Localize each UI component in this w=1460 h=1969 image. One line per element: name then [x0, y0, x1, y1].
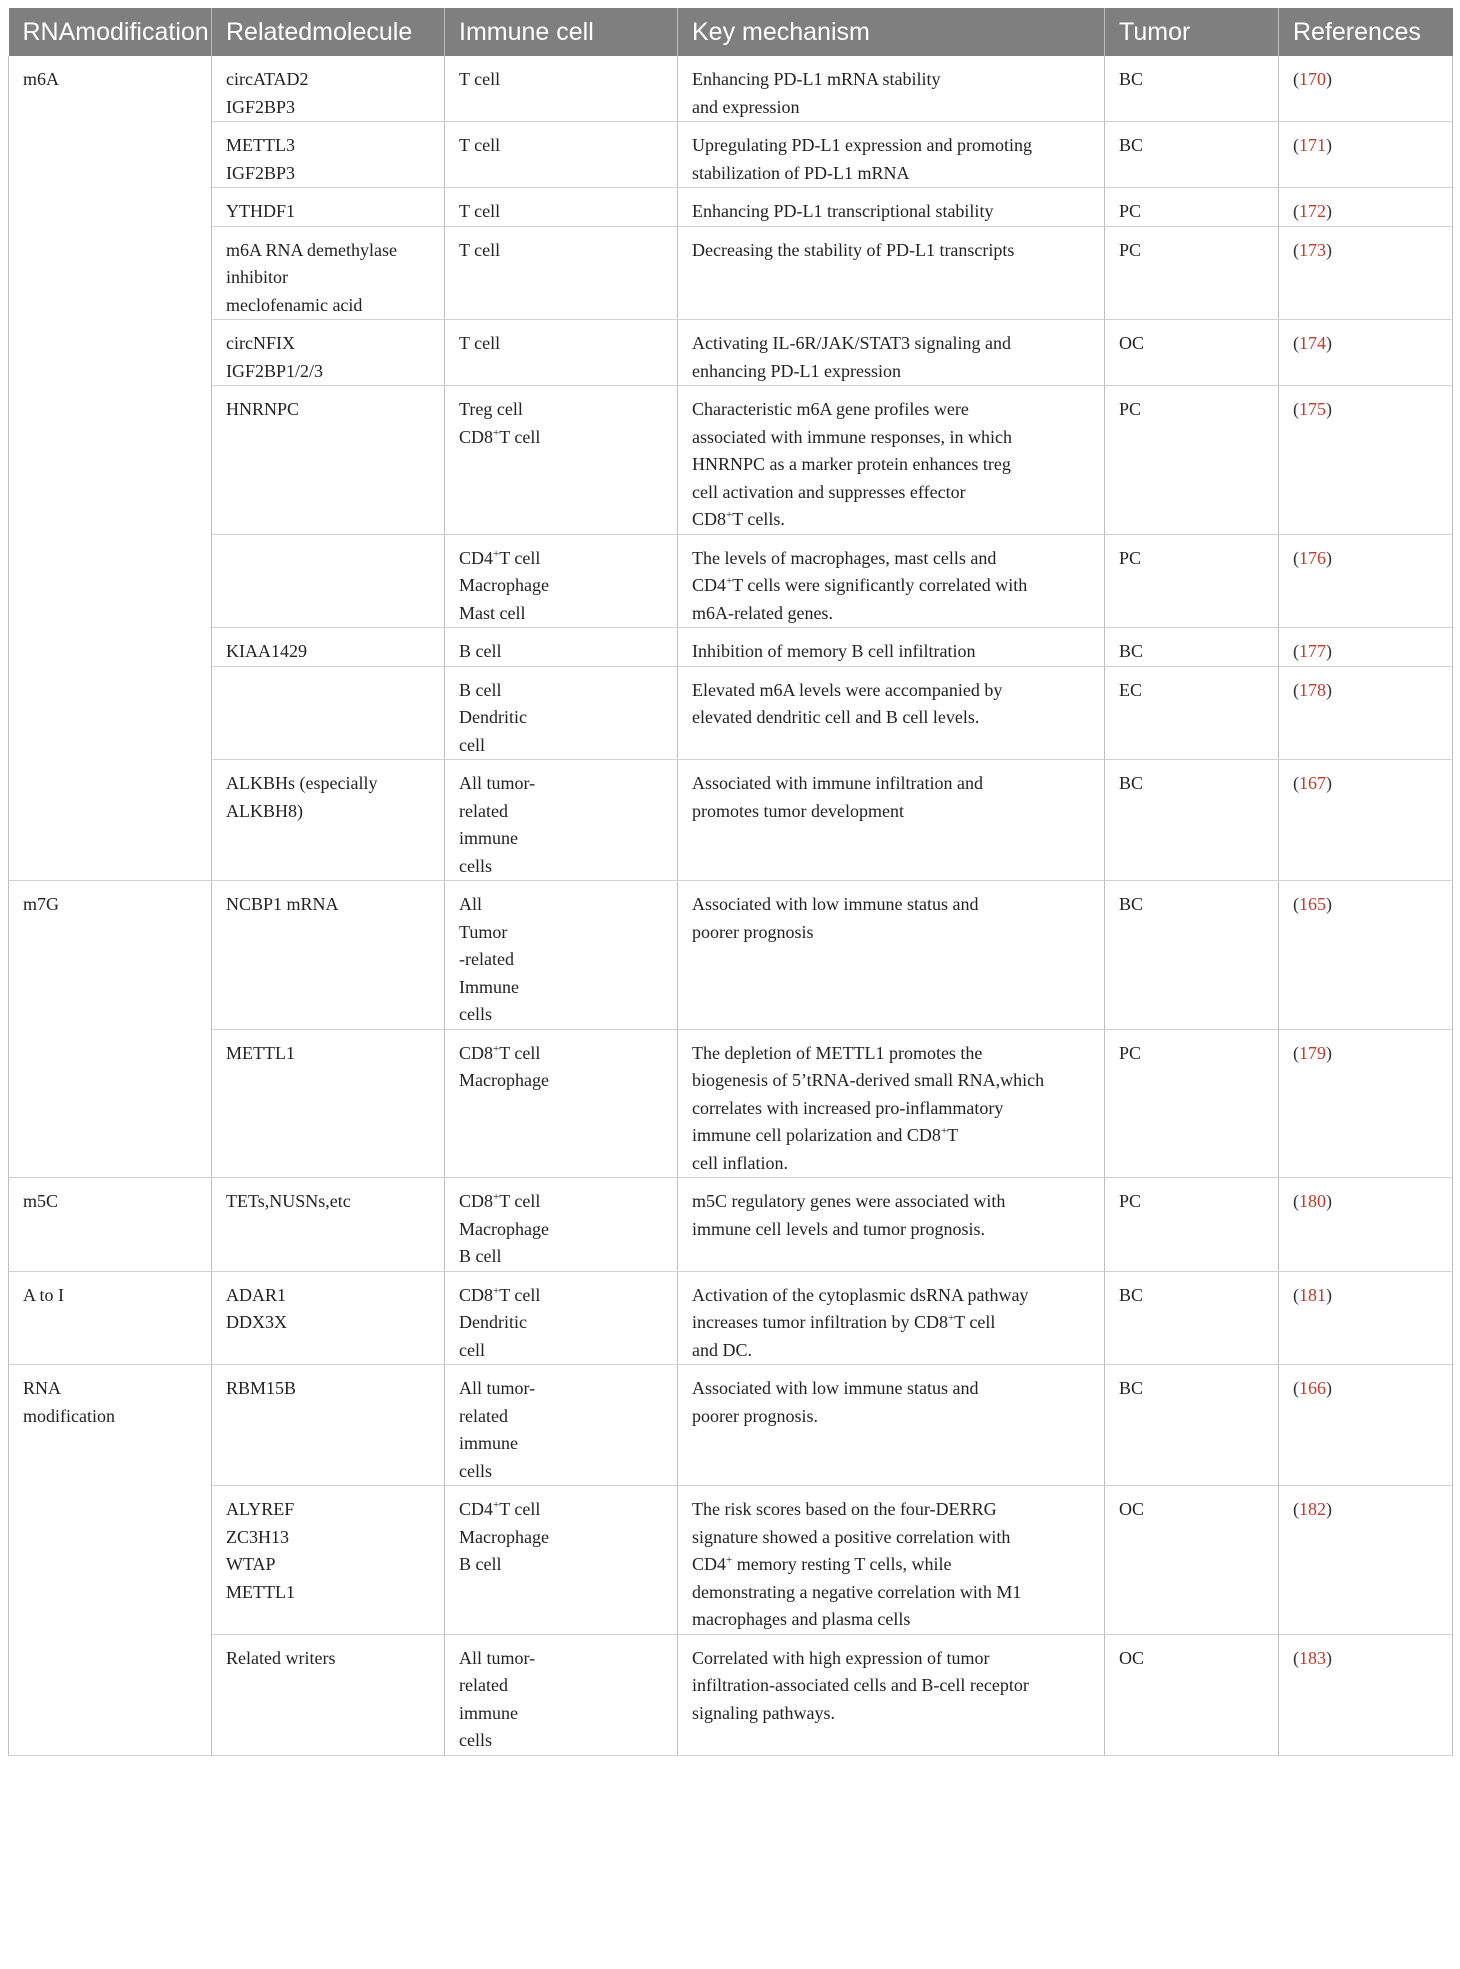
- immune-cell-cell-line: CD8+T cell: [459, 1042, 541, 1063]
- related-molecule-header: [212, 8, 445, 56]
- table-row: [9, 1178, 1453, 1272]
- related-molecule-cell-line: ALKBH8): [226, 800, 303, 821]
- immune-cell-cell-line: B cell: [459, 1554, 502, 1574]
- immune-cell-cell-line: immune: [459, 828, 518, 848]
- related-molecule-cell-line: IGF2BP1/2/3: [226, 360, 324, 381]
- immune-cell-cell-line: Macrophage: [459, 1218, 549, 1239]
- references-header-line: References: [1293, 18, 1421, 46]
- related-molecule-cell: [212, 666, 445, 760]
- key-mechanism-cell-line: The depletion of METTL1 promotes the: [692, 1042, 983, 1063]
- reference-cell: (182): [1279, 1486, 1453, 1635]
- rna-modification-header-line: RNA: [22, 18, 76, 46]
- key-mechanism-cell-line: correlates with increased pro-inflammatory: [692, 1097, 1004, 1118]
- related-molecule-cell-line: meclofenamic acid: [226, 294, 363, 315]
- key-mechanism-header: [678, 8, 1105, 56]
- tumor-cell-line: BC: [1119, 894, 1144, 914]
- key-mechanism-cell-line: immune cell polarization and CD8+T: [692, 1125, 959, 1145]
- key-mechanism-cell-line: Characteristic m6A gene profiles were: [692, 399, 969, 419]
- reference-cell: (166): [1279, 1365, 1453, 1486]
- key-mechanism-cell: [678, 628, 1105, 667]
- reference-cell: (174): [1279, 320, 1453, 386]
- immune-cell-cell-line: CD8+T cell: [459, 1284, 541, 1305]
- immune-cell-cell-line: T cell: [459, 239, 501, 260]
- key-mechanism-cell: [678, 1365, 1105, 1486]
- tumor-cell: [1105, 1178, 1279, 1272]
- tumor-cell: [1105, 320, 1279, 386]
- tumor-cell-line: PC: [1119, 399, 1142, 419]
- immune-cell-cell-line: T cell: [459, 69, 501, 89]
- immune-cell-cell: [445, 1029, 678, 1178]
- key-mechanism-cell-line: Activation of the cytoplasmic dsRNA pathway: [692, 1284, 1029, 1305]
- key-mechanism-cell-line: poorer prognosis: [692, 921, 814, 942]
- related-molecule-cell: [212, 1029, 445, 1178]
- immune-cell-cell-line: T cell: [459, 201, 501, 221]
- key-mechanism-cell: [678, 1486, 1105, 1635]
- tumor-cell: [1105, 1029, 1279, 1178]
- key-mechanism-cell-line: Associated with low immune status and: [692, 894, 979, 914]
- table-row: [9, 122, 1453, 188]
- key-mechanism-cell: [678, 226, 1105, 320]
- key-mechanism-cell-line: Associated with low immune status and: [692, 1378, 979, 1398]
- key-mechanism-cell-line: enhancing PD-L1 expression: [692, 360, 901, 381]
- reference-link[interactable]: 165: [1299, 894, 1326, 914]
- related-molecule-cell-line: circATAD2: [226, 69, 309, 89]
- table-header: [9, 8, 1453, 56]
- superscript-plus: +: [726, 575, 733, 587]
- reference-link[interactable]: 176: [1299, 547, 1326, 568]
- related-molecule-cell: [212, 56, 445, 122]
- reference-cell: (177): [1279, 628, 1453, 667]
- tumor-header: [1105, 8, 1279, 56]
- related-molecule-cell: [212, 1634, 445, 1755]
- related-molecule-cell-line: ADAR1: [226, 1284, 287, 1305]
- immune-cell-cell-line: cells: [459, 855, 492, 876]
- key-mechanism-cell-line: Activating IL-6R/JAK/STAT3 signaling and: [692, 333, 1012, 353]
- key-mechanism-cell-line: m5C regulatory genes were associated with: [692, 1191, 1006, 1211]
- rna-modification-header: [9, 8, 212, 56]
- reference-link[interactable]: 177: [1299, 641, 1326, 661]
- related-molecule-cell-line: IGF2BP3: [226, 96, 296, 117]
- immune-cell-cell-line: related: [459, 800, 508, 821]
- reference-link[interactable]: 180: [1299, 1191, 1326, 1211]
- immune-cell-cell-line: All: [459, 894, 483, 914]
- rna-modification-cell: [9, 881, 212, 1178]
- rna-modification-cell: [9, 1178, 212, 1272]
- immune-cell-cell-line: cells: [459, 1730, 492, 1750]
- key-mechanism-cell-line: associated with immune responses, in which: [692, 426, 1012, 447]
- related-molecule-cell-line: m6A RNA demethylase: [226, 239, 397, 260]
- key-mechanism-cell-line: promotes tumor development: [692, 800, 904, 821]
- immune-cell-cell-line: CD4+T cell: [459, 547, 541, 568]
- tumor-cell: [1105, 881, 1279, 1030]
- table-row: [9, 534, 1453, 628]
- immune-cell-cell-line: Tumor: [459, 921, 508, 942]
- key-mechanism-cell-line: cell inflation.: [692, 1152, 788, 1173]
- reference-cell: (179): [1279, 1029, 1453, 1178]
- reference-link[interactable]: 166: [1299, 1378, 1326, 1398]
- immune-cell-cell: [445, 1634, 678, 1755]
- immune-cell-cell-line: CD8+T cell: [459, 426, 541, 447]
- immune-cell-cell-line: related: [459, 1405, 508, 1426]
- header-row: [9, 8, 1453, 56]
- key-mechanism-cell: [678, 534, 1105, 628]
- immune-cell-cell: [445, 188, 678, 227]
- immune-cell-cell-line: cell: [459, 1339, 485, 1360]
- reference-cell: (175): [1279, 386, 1453, 535]
- immune-cell-header: [445, 8, 678, 56]
- tumor-cell: [1105, 386, 1279, 535]
- table-row: [9, 881, 1453, 1030]
- immune-cell-cell-line: Treg cell: [459, 399, 523, 419]
- tumor-cell-line: PC: [1119, 1042, 1142, 1063]
- immune-cell-cell-line: CD4+T cell: [459, 1499, 541, 1519]
- immune-cell-cell-line: CD8+T cell: [459, 1191, 541, 1211]
- reference-cell: (167): [1279, 760, 1453, 881]
- superscript-plus: +: [493, 547, 500, 560]
- reference-cell: (183): [1279, 1634, 1453, 1755]
- superscript-plus: +: [493, 426, 500, 439]
- immune-cell-cell-line: Immune: [459, 976, 519, 997]
- key-mechanism-cell: [678, 1178, 1105, 1272]
- immune-cell-cell-line: T cell: [459, 333, 501, 353]
- reference-cell: (171): [1279, 122, 1453, 188]
- superscript-plus: +: [947, 1312, 955, 1324]
- reference-cell: (176): [1279, 534, 1453, 628]
- reference-link[interactable]: 178: [1299, 679, 1326, 700]
- rna-modification-cell: [9, 1365, 212, 1756]
- key-mechanism-cell-line: stabilization of PD-L1 mRNA: [692, 162, 910, 183]
- immune-cell-cell-line: Dendritic: [459, 707, 527, 727]
- key-mechanism-cell-line: Decreasing the stability of PD-L1 transcripts: [692, 239, 1015, 260]
- reference-link[interactable]: 174: [1299, 333, 1326, 353]
- immune-cell-cell-line: Macrophage: [459, 1070, 549, 1090]
- immune-cell-cell: [445, 628, 678, 667]
- immune-cell-cell-line: cells: [459, 1004, 492, 1024]
- table-row: [9, 1634, 1453, 1755]
- related-molecule-cell: [212, 1365, 445, 1486]
- rna-modification-cell: [9, 56, 212, 881]
- related-molecule-cell-line: ZC3H13: [226, 1526, 289, 1547]
- immune-cell-cell-line: related: [459, 1675, 508, 1695]
- immune-cell-cell: [445, 1271, 678, 1365]
- tumor-header-line: Tumor: [1119, 18, 1191, 46]
- related-molecule-cell-line: circNFIX: [226, 333, 295, 353]
- key-mechanism-cell-line: biogenesis of 5’tRNA-derived small RNA,which: [692, 1070, 1045, 1090]
- key-mechanism-cell-line: immune cell levels and tumor prognosis.: [692, 1218, 985, 1239]
- immune-cell-cell-line: Macrophage: [459, 1526, 549, 1547]
- rna-modification-cell: [9, 1271, 212, 1365]
- related-molecule-cell-line: NCBP1 mRNA: [226, 894, 339, 914]
- key-mechanism-cell-line: infiltration-associated cells and B-cell receptor: [692, 1675, 1029, 1695]
- related-molecule-cell-line: METTL1: [226, 1581, 295, 1602]
- reference-cell: (172): [1279, 188, 1453, 227]
- related-molecule-cell-line: METTL1: [226, 1042, 295, 1063]
- rna-modification-line: m5C: [23, 1191, 59, 1211]
- reference-cell: (165): [1279, 881, 1453, 1030]
- key-mechanism-cell-line: signature showed a positive correlation with: [692, 1526, 1011, 1547]
- key-mechanism-cell: [678, 1271, 1105, 1365]
- related-molecule-cell-line: METTL3: [226, 135, 295, 155]
- tumor-cell: [1105, 628, 1279, 667]
- key-mechanism-cell-line: elevated dendritic cell and B cell levels.: [692, 707, 980, 727]
- immune-cell-cell: [445, 320, 678, 386]
- immune-cell-cell: [445, 1178, 678, 1272]
- key-mechanism-cell-line: The levels of macrophages, mast cells and: [692, 547, 997, 568]
- key-mechanism-cell-line: cell activation and suppresses effector: [692, 481, 966, 502]
- tumor-cell-line: EC: [1119, 679, 1143, 700]
- reference-link[interactable]: 170: [1299, 69, 1326, 89]
- tumor-cell-line: PC: [1119, 1191, 1142, 1211]
- immune-cell-cell-line: All tumor-: [459, 1378, 536, 1398]
- superscript-plus: +: [493, 1191, 500, 1203]
- tumor-cell-line: PC: [1119, 201, 1142, 221]
- tumor-cell-line: PC: [1119, 547, 1142, 568]
- immune-cell-cell-line: B cell: [459, 679, 502, 700]
- key-mechanism-cell: [678, 56, 1105, 122]
- key-mechanism-cell: [678, 1029, 1105, 1178]
- immune-cell-cell-line: Mast cell: [459, 602, 526, 623]
- immune-cell-cell: [445, 666, 678, 760]
- related-molecule-cell-line: ALKBHs (especially: [226, 773, 378, 793]
- immune-cell-cell: [445, 386, 678, 535]
- related-molecule-cell-line: Related writers: [226, 1647, 336, 1668]
- table-row: [9, 386, 1453, 535]
- tumor-cell: [1105, 1365, 1279, 1486]
- key-mechanism-cell: [678, 760, 1105, 881]
- table-row: [9, 1365, 1453, 1486]
- superscript-plus: +: [493, 1284, 500, 1297]
- tumor-cell: [1105, 56, 1279, 122]
- related-molecule-cell: [212, 188, 445, 227]
- tumor-cell-line: OC: [1119, 1647, 1145, 1668]
- table-row: [9, 666, 1453, 760]
- reference-link[interactable]: 179: [1299, 1042, 1326, 1063]
- key-mechanism-cell-line: Enhancing PD-L1 mRNA stability: [692, 69, 941, 89]
- key-mechanism-cell-line: and DC.: [692, 1339, 752, 1360]
- rna-modification-line: m6A: [23, 69, 59, 89]
- immune-cell-cell-line: B cell: [459, 641, 502, 661]
- key-mechanism-cell-line: increases tumor infiltration by CD8+T cell: [692, 1312, 996, 1332]
- related-molecule-cell: [212, 122, 445, 188]
- tumor-cell: [1105, 122, 1279, 188]
- key-mechanism-cell-line: poorer prognosis.: [692, 1405, 818, 1426]
- key-mechanism-cell-line: CD4+T cells were significantly correlated with: [692, 575, 1028, 595]
- related-molecule-cell-line: inhibitor: [226, 267, 288, 287]
- tumor-cell: [1105, 226, 1279, 320]
- tumor-cell: [1105, 666, 1279, 760]
- tumor-cell: [1105, 1486, 1279, 1635]
- immune-cell-cell: [445, 881, 678, 1030]
- related-molecule-header-line: Related: [226, 18, 313, 46]
- related-molecule-cell-line: DDX3X: [226, 1312, 287, 1332]
- related-molecule-cell: [212, 534, 445, 628]
- related-molecule-cell: [212, 226, 445, 320]
- immune-cell-cell: [445, 760, 678, 881]
- key-mechanism-cell-line: macrophages and plasma cells: [692, 1609, 911, 1629]
- table-row: [9, 628, 1453, 667]
- rna-modification-line: modification: [23, 1405, 115, 1426]
- related-molecule-cell-line: KIAA1429: [226, 641, 307, 661]
- key-mechanism-cell: [678, 666, 1105, 760]
- superscript-plus: +: [493, 1499, 500, 1511]
- immune-cell-cell-line: Dendritic: [459, 1312, 527, 1332]
- related-molecule-cell: [212, 628, 445, 667]
- related-molecule-header-line: molecule: [312, 18, 413, 46]
- key-mechanism-cell-line: CD4+ memory resting T cells, while: [692, 1554, 952, 1574]
- tumor-cell-line: BC: [1119, 69, 1144, 89]
- immune-cell-cell-line: T cell: [459, 135, 501, 155]
- table-row: [9, 188, 1453, 227]
- table-row: [9, 1029, 1453, 1178]
- key-mechanism-cell: [678, 320, 1105, 386]
- table-row: [9, 1271, 1453, 1365]
- tumor-cell: [1105, 188, 1279, 227]
- immune-cell-cell: [445, 1365, 678, 1486]
- tumor-cell: [1105, 534, 1279, 628]
- related-molecule-cell: [212, 320, 445, 386]
- rna-modification-line: m7G: [23, 894, 59, 914]
- rna-modification-header-line: modification: [75, 18, 209, 46]
- superscript-plus: +: [493, 1042, 500, 1055]
- related-molecule-cell: [212, 1486, 445, 1635]
- key-mechanism-cell-line: HNRNPC as a marker protein enhances treg: [692, 454, 1011, 474]
- table-row: [9, 226, 1453, 320]
- related-molecule-cell-line: ALYREF: [226, 1499, 295, 1519]
- related-molecule-cell-line: WTAP: [226, 1554, 276, 1574]
- tumor-cell: [1105, 760, 1279, 881]
- related-molecule-cell: [212, 1271, 445, 1365]
- reference-link[interactable]: 181: [1299, 1284, 1326, 1305]
- key-mechanism-cell-line: Correlated with high expression of tumor: [692, 1647, 990, 1668]
- superscript-plus: +: [940, 1125, 948, 1137]
- rna-modification-line: RNA: [23, 1378, 62, 1398]
- table-row: [9, 320, 1453, 386]
- tumor-cell-line: PC: [1119, 239, 1142, 260]
- immune-cell-cell-line: -related: [459, 949, 514, 969]
- key-mechanism-header-line: Key mechanism: [692, 18, 870, 46]
- rna-modification-line: A to I: [23, 1284, 65, 1305]
- tumor-cell-line: BC: [1119, 641, 1144, 661]
- key-mechanism-cell-line: CD8+T cells.: [692, 509, 785, 529]
- reference-cell: (180): [1279, 1178, 1453, 1272]
- key-mechanism-cell-line: Inhibition of memory B cell infiltration: [692, 641, 976, 661]
- immune-cell-cell: [445, 1486, 678, 1635]
- reference-link[interactable]: 175: [1299, 399, 1326, 419]
- key-mechanism-cell-line: Upregulating PD-L1 expression and promoting: [692, 135, 1032, 155]
- key-mechanism-cell-line: m6A-related genes.: [692, 602, 833, 623]
- immune-cell-cell: [445, 226, 678, 320]
- key-mechanism-cell: [678, 188, 1105, 227]
- related-molecule-cell-line: IGF2BP3: [226, 162, 296, 183]
- key-mechanism-cell-line: Associated with immune infiltration and: [692, 773, 983, 793]
- immune-cell-header-line: Immune cell: [459, 18, 594, 46]
- superscript-plus: +: [726, 1554, 733, 1566]
- reference-link[interactable]: 183: [1299, 1647, 1326, 1668]
- related-molecule-cell: [212, 881, 445, 1030]
- immune-cell-cell: [445, 56, 678, 122]
- tumor-cell: [1105, 1634, 1279, 1755]
- key-mechanism-cell-line: Elevated m6A levels were accompanied by: [692, 679, 1003, 700]
- key-mechanism-cell: [678, 122, 1105, 188]
- related-molecule-cell-line: YTHDF1: [226, 201, 296, 221]
- reference-cell: (170): [1279, 56, 1453, 122]
- table-row: [9, 56, 1453, 122]
- immune-cell-cell-line: B cell: [459, 1246, 502, 1266]
- tumor-cell-line: BC: [1119, 773, 1144, 793]
- reference-link[interactable]: 172: [1299, 201, 1326, 221]
- related-molecule-cell-line: HNRNPC: [226, 399, 300, 419]
- tumor-cell: [1105, 1271, 1279, 1365]
- related-molecule-cell: [212, 386, 445, 535]
- immune-cell-cell-line: immune: [459, 1702, 518, 1723]
- key-mechanism-cell-line: demonstrating a negative correlation with M1: [692, 1581, 1022, 1602]
- superscript-plus: +: [726, 509, 733, 521]
- key-mechanism-cell: [678, 1634, 1105, 1755]
- reference-link[interactable]: 173: [1299, 239, 1326, 260]
- table-row: [9, 760, 1453, 881]
- key-mechanism-cell-line: The risk scores based on the four-DERRG: [692, 1499, 997, 1519]
- key-mechanism-cell: [678, 386, 1105, 535]
- related-molecule-cell-line: TETs,NUSNs,etc: [226, 1191, 351, 1211]
- immune-cell-cell: [445, 534, 678, 628]
- key-mechanism-cell: [678, 881, 1105, 1030]
- immune-cell-cell-line: All tumor-: [459, 1647, 536, 1668]
- immune-cell-cell: [445, 122, 678, 188]
- references-header: [1279, 8, 1453, 56]
- key-mechanism-cell-line: signaling pathways.: [692, 1702, 835, 1723]
- immune-cell-cell-line: All tumor-: [459, 773, 536, 793]
- related-molecule-cell-line: RBM15B: [226, 1378, 297, 1398]
- related-molecule-cell: [212, 760, 445, 881]
- immune-cell-cell-line: immune: [459, 1433, 518, 1453]
- reference-link[interactable]: 182: [1299, 1499, 1326, 1519]
- immune-cell-cell-line: cells: [459, 1460, 492, 1481]
- reference-cell: (181): [1279, 1271, 1453, 1365]
- table-row: [9, 1486, 1453, 1635]
- tumor-cell-line: BC: [1119, 135, 1144, 155]
- tumor-cell-line: BC: [1119, 1284, 1144, 1305]
- tumor-cell-line: OC: [1119, 1499, 1145, 1519]
- data-table: [8, 8, 1453, 1756]
- key-mechanism-cell-line: and expression: [692, 96, 800, 117]
- immune-cell-cell-line: cell: [459, 734, 485, 755]
- reference-cell: (178): [1279, 666, 1453, 760]
- tumor-cell-line: OC: [1119, 333, 1145, 353]
- key-mechanism-cell-line: Enhancing PD-L1 transcriptional stability: [692, 201, 994, 221]
- reference-cell: (173): [1279, 226, 1453, 320]
- table-body: [9, 56, 1453, 1755]
- tumor-cell-line: BC: [1119, 1378, 1144, 1398]
- reference-link[interactable]: 171: [1299, 135, 1326, 155]
- related-molecule-cell: [212, 1178, 445, 1272]
- reference-link[interactable]: 167: [1299, 773, 1326, 793]
- immune-cell-cell-line: Macrophage: [459, 575, 549, 595]
